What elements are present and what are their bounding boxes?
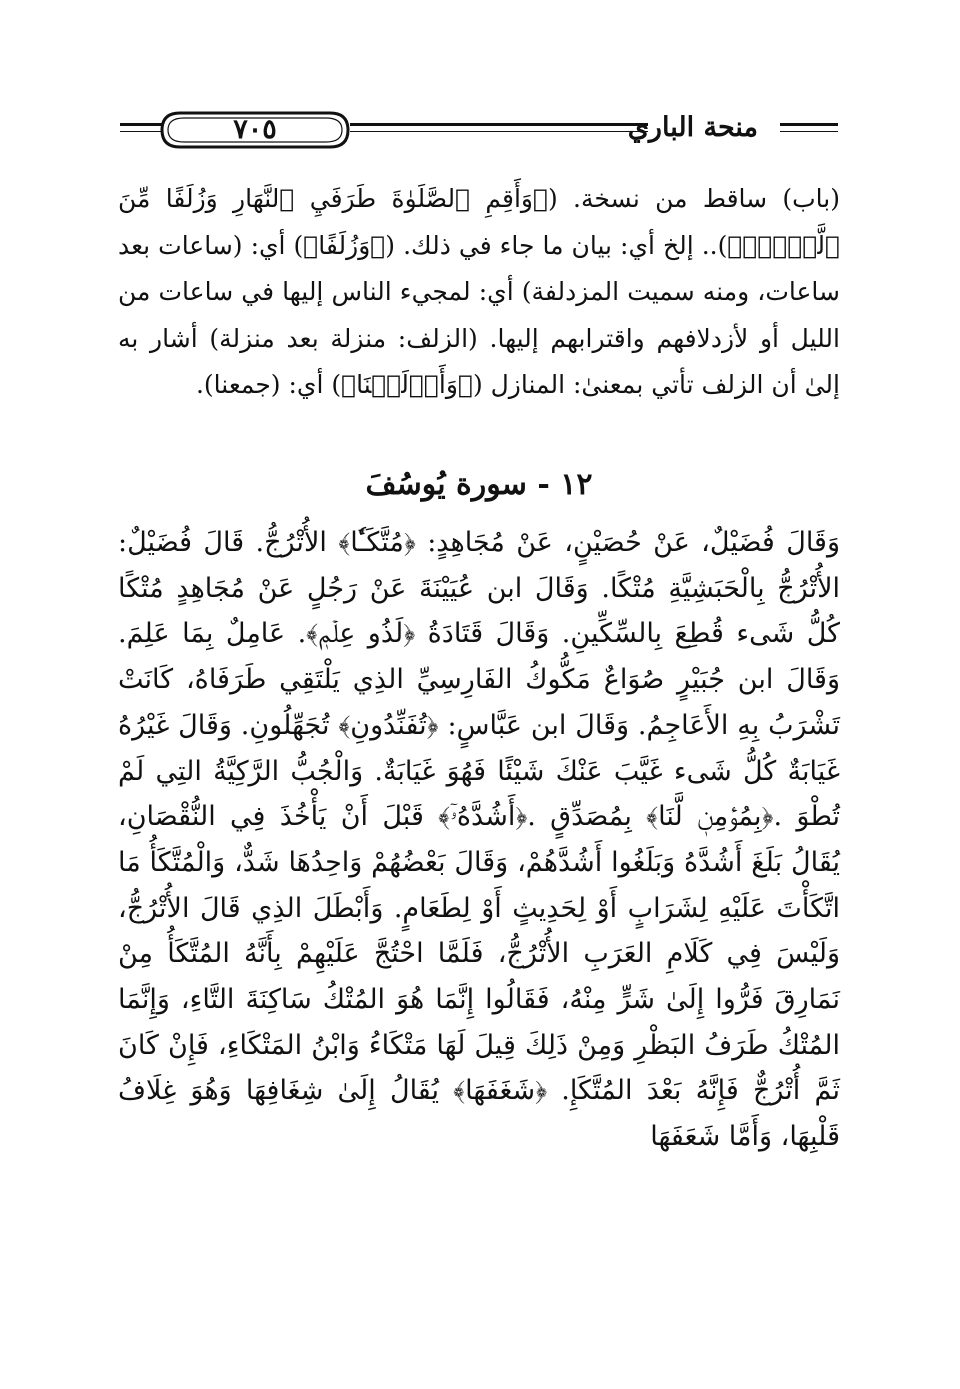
- header-rule-middle-upper: [350, 123, 648, 126]
- running-title: منحة الباري: [627, 112, 758, 143]
- hadith-text: وَقَالَ فُضَيْلٌ، عَنْ حُصَيْنٍ، عَنْ مُجَاهِدٍ: ﴿مُتَّكَـٔٗا﴾ الأُتْرُجُّ. قَالَ فُضَيْلٌ: الأُتْرُجُّ بِالْحَبَشِيَّةِ مُتْكًا. وَقَالَ ابن عُيَيْنَةَ عَنْ رَجُلٍ عَنْ مُجَاهِدٍ مُتْكًا كُلُّ شَىء قُطِعَ بِالسِّكِّينِ. وَقَالَ قَتَادَةُ ﴿لَذُو عِلۡمٖ﴾. عَامِلٌ بِمَا عَلِمَ. وَقَالَ ابن جُبَيْرٍ صُوَاعٌ مَكُّوكُ الفَارِسِيِّ الذِي يَلْتَقِي طَرَفَاهُ، كَانَتْ تَشْرَبُ بِهِ الأَعَاجِمُ. وَقَالَ ابن عَبَّاسٍ: ﴿تُفَنِّدُونِ﴾ تُجَهِّلُونِ. وَقَالَ غَيْرُهُ غَيَابَةٌ كُلُّ شَىء غَيَّبَ عَنْكَ شَيْئًا فَهُوَ غَيَابَةٌ. وَالْجُبُّ الرَّكِيَّةُ التِي لَمْ تُطْوَ .﴿بِمُؤۡمِنٖ لَّنَا﴾ بِمُصَدِّقٍ .﴿أَشُدَّهُۥٓ﴾ قَبْلَ أَنْ يَأْخُذَ فِي النُّقْصَانِ، يُقَالُ بَلَغَ أَشُدَّهُ وَبَلَغُوا أَشُدَّهُمْ، وَقَالَ بَعْضُهُمْ وَاحِدُهَا شَدٌّ، وَالْمُتَّكَأُ مَا اتَّكَأْتَ عَلَيْهِ لِشَرَابٍ أَوْ لِحَدِيثٍ أَوْ لِطَعَامٍ. وَأَبْطَلَ الذِي قَالَ الأُتْرُجُّ، وَلَيْسَ فِي كَلَامِ العَرَبِ الأُتْرُجُّ، فَلَمَّا احْتُجَّ عَلَيْهِمْ بِأَنَّهُ المُتَّكَأُ مِنْ نَمَارِقَ فَرُّوا إِلَىٰ شَرٍّ مِنْهُ، فَقَالُوا إِنَّمَا هُوَ المُتْكُ سَاكِنَةَ التَّاءِ، وَإِنَّمَا المُتْكُ طَرَفُ البَظْرِ وَمِنْ ذَلِكَ قِيلَ لَهَا مَتْكَاءُ وَابْنُ المَتْكَاءِ، فَإِنْ كَانَ ثَمَّ أُتْرُجٌّ فَإِنَّهُ بَعْدَ المُتَّكَإِ. ﴿شَغَفَهَا﴾ يُقَالُ إِلَىٰ شِغَافِهَا وَهُوَ غِلَافُ قَلْبِهَا، وَأَمَّا شَعَفَهَا: [118, 527, 840, 1153]
- page-number-badge: [160, 110, 350, 150]
- header-rule-right-lower: [780, 131, 838, 132]
- header-rule-right-upper: [780, 123, 838, 126]
- page-number: ٧٠٥: [233, 114, 277, 145]
- header-rule-middle-lower: [350, 131, 648, 132]
- hadith-text-block: [118, 520, 840, 1160]
- commentary-text: (باب) ساقط من نسخة. (﴿وَأَقِمِ ٱلصَّلَوٰةَ طَرَفَيِ ٱلنَّهَارِ وَزُلَفًا مِّنَ ٱلَّيۡلِۚ﴾).. إلخ أي: بيان ما جاء في ذلك. (﴿وَزُلَفًا﴾) أي: (ساعات بعد ساعات، ومنه سميت المزدلفة) أي: لمجيء الناس إليها في ساعات من الليل أو لأزدلافهم واقترابهم إليها. (الزلف: منزلة بعد منزلة) أشار به إلىٰ أن الزلف تأتي بمعنىٰ: المنازل (﴿وَأَزۡلَفۡنَا﴾) أي: (جمعنا).: [118, 184, 840, 399]
- surah-heading: ١٢ - سورة يُوسُفَ: [365, 467, 593, 502]
- page-header: [120, 104, 838, 154]
- commentary-paragraph: [118, 176, 840, 409]
